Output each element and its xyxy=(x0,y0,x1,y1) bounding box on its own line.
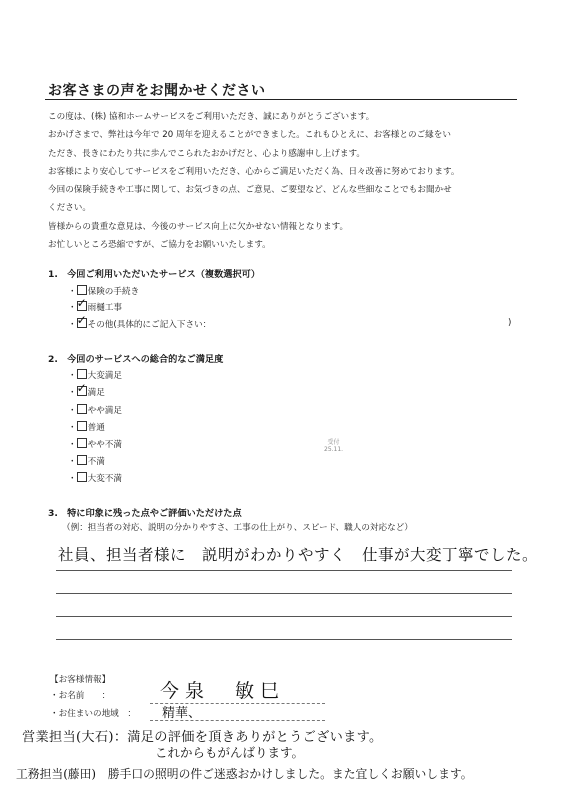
title-underline xyxy=(45,99,517,100)
q1-option-label: 保険の手続き xyxy=(87,287,140,297)
intro-line: おかげさまで、弊社は今年で 20 周年を迎えることができました。これもひとえに、お客様とのご縁をい xyxy=(48,130,451,141)
q2-option[interactable]: ・ やや満足 xyxy=(68,406,122,416)
q1-other-close: ) xyxy=(508,318,512,328)
q3-handwritten-answer: 社員、担当者様に 説明がわかりやすく 仕事が大変丁寧でした。 xyxy=(58,546,539,564)
checkbox-icon[interactable] xyxy=(77,472,87,482)
page-title: お客さまの声をお聞かせください xyxy=(48,83,266,99)
intro-line: ただき、長きにわたり共に歩んでこられたおかげだと、心より感謝申し上げます。 xyxy=(48,148,365,159)
q2-option-label: 大変不満 xyxy=(87,474,122,484)
q3-heading: 3. 特に印象に残った点やご評価いただけた点 xyxy=(48,508,242,519)
q1-option[interactable]: ・✓ 雨樋工事 xyxy=(68,301,122,313)
q2-option[interactable]: ・ 大変満足 xyxy=(68,371,122,381)
q1-option-label: その他(具体的にご記入下さい： xyxy=(87,320,212,330)
q1-option[interactable]: ・ 保険の手続き xyxy=(68,287,140,297)
q2-option-label: 大変満足 xyxy=(87,371,122,381)
intro-line: この度は、(株) 協和ホームサービスをご利用いただき、誠にありがとうございます。 xyxy=(48,112,375,122)
q2-option[interactable]: ・✓ 満足 xyxy=(68,386,105,398)
intro-line: ください。 xyxy=(48,203,91,214)
answer-line xyxy=(56,639,512,640)
q2-option[interactable]: ・ やや不満 xyxy=(68,440,122,450)
checkbox-icon[interactable] xyxy=(77,369,87,379)
q2-option-label: 満足 xyxy=(87,388,105,398)
area-line xyxy=(150,720,325,721)
intro-line: お忙しいところ恐縮ですが、ご協力をお願いいたします。 xyxy=(48,240,271,251)
answer-line xyxy=(56,616,512,617)
checkbox-icon[interactable] xyxy=(77,285,87,295)
customer-section-label: 【お客様情報】 xyxy=(50,675,111,685)
stamp-line: 受付 xyxy=(327,439,340,446)
q3-hint: （例：担当者の対応、説明の分かりやすさ、工事の仕上がり、スピード、職人の対応など） xyxy=(62,523,413,533)
q1-heading: 1. 今回ご利用いただいたサービス（複数選択可） xyxy=(48,269,261,280)
staff-note-construction: 工務担当(藤田) 勝手口の照明の件ご迷惑おかけしました。また宜しくお願いします。 xyxy=(16,767,473,781)
staff-note-sales-continued: これからもがんばります。 xyxy=(155,745,305,760)
q2-heading: 2. 今回のサービスへの総合的なご満足度 xyxy=(48,354,224,365)
name-handwritten: 今泉 敏巳 xyxy=(160,680,286,702)
q2-option-label: 不満 xyxy=(87,457,105,467)
receipt-stamp xyxy=(324,439,343,453)
checkbox-icon[interactable] xyxy=(77,404,87,414)
q2-option-label: 普通 xyxy=(87,423,105,433)
staff-note-sales: 営業担当(大石)：満足の評価を頂きありがとうございます。 xyxy=(22,730,383,745)
checkbox-checked-icon[interactable] xyxy=(77,301,87,311)
intro-line: 今回の保険手続きや工事に関して、お気づきの点、ご意見、ご要望など、どんな些細なことでもお聞かせ xyxy=(48,185,452,196)
checkbox-checked-icon[interactable] xyxy=(77,318,87,328)
q1-option-label: 雨樋工事 xyxy=(87,303,122,313)
area-handwritten: 精華、 xyxy=(162,706,202,721)
stamp-line: 25.11. xyxy=(324,446,344,453)
checkbox-icon[interactable] xyxy=(77,438,87,448)
q2-option[interactable]: ・ 普通 xyxy=(68,423,105,433)
answer-line xyxy=(56,570,512,571)
answer-line xyxy=(56,593,512,594)
q1-option[interactable]: ・✓ その他(具体的にご記入下さい： xyxy=(68,318,211,330)
checkbox-icon[interactable] xyxy=(77,455,87,465)
intro-text xyxy=(48,108,520,254)
q2-option[interactable]: ・ 大変不満 xyxy=(68,474,122,484)
intro-line: お客様により安心してサービスをご利用いただき、心からご満足いただく為、日々改善に努めております。 xyxy=(48,166,460,177)
intro-line: 皆様からの貴重な意見は、今後のサービス向上に欠かせない情報となります。 xyxy=(48,221,349,232)
q2-option-label: やや不満 xyxy=(87,440,122,450)
name-label: ・お名前 ： xyxy=(50,691,111,701)
checkbox-checked-icon[interactable] xyxy=(77,386,87,396)
q2-option-label: やや満足 xyxy=(87,406,122,416)
q2-option[interactable]: ・ 不満 xyxy=(68,457,105,467)
checkbox-icon[interactable] xyxy=(77,421,87,431)
area-label: ・お住まいの地域 ： xyxy=(50,709,136,719)
